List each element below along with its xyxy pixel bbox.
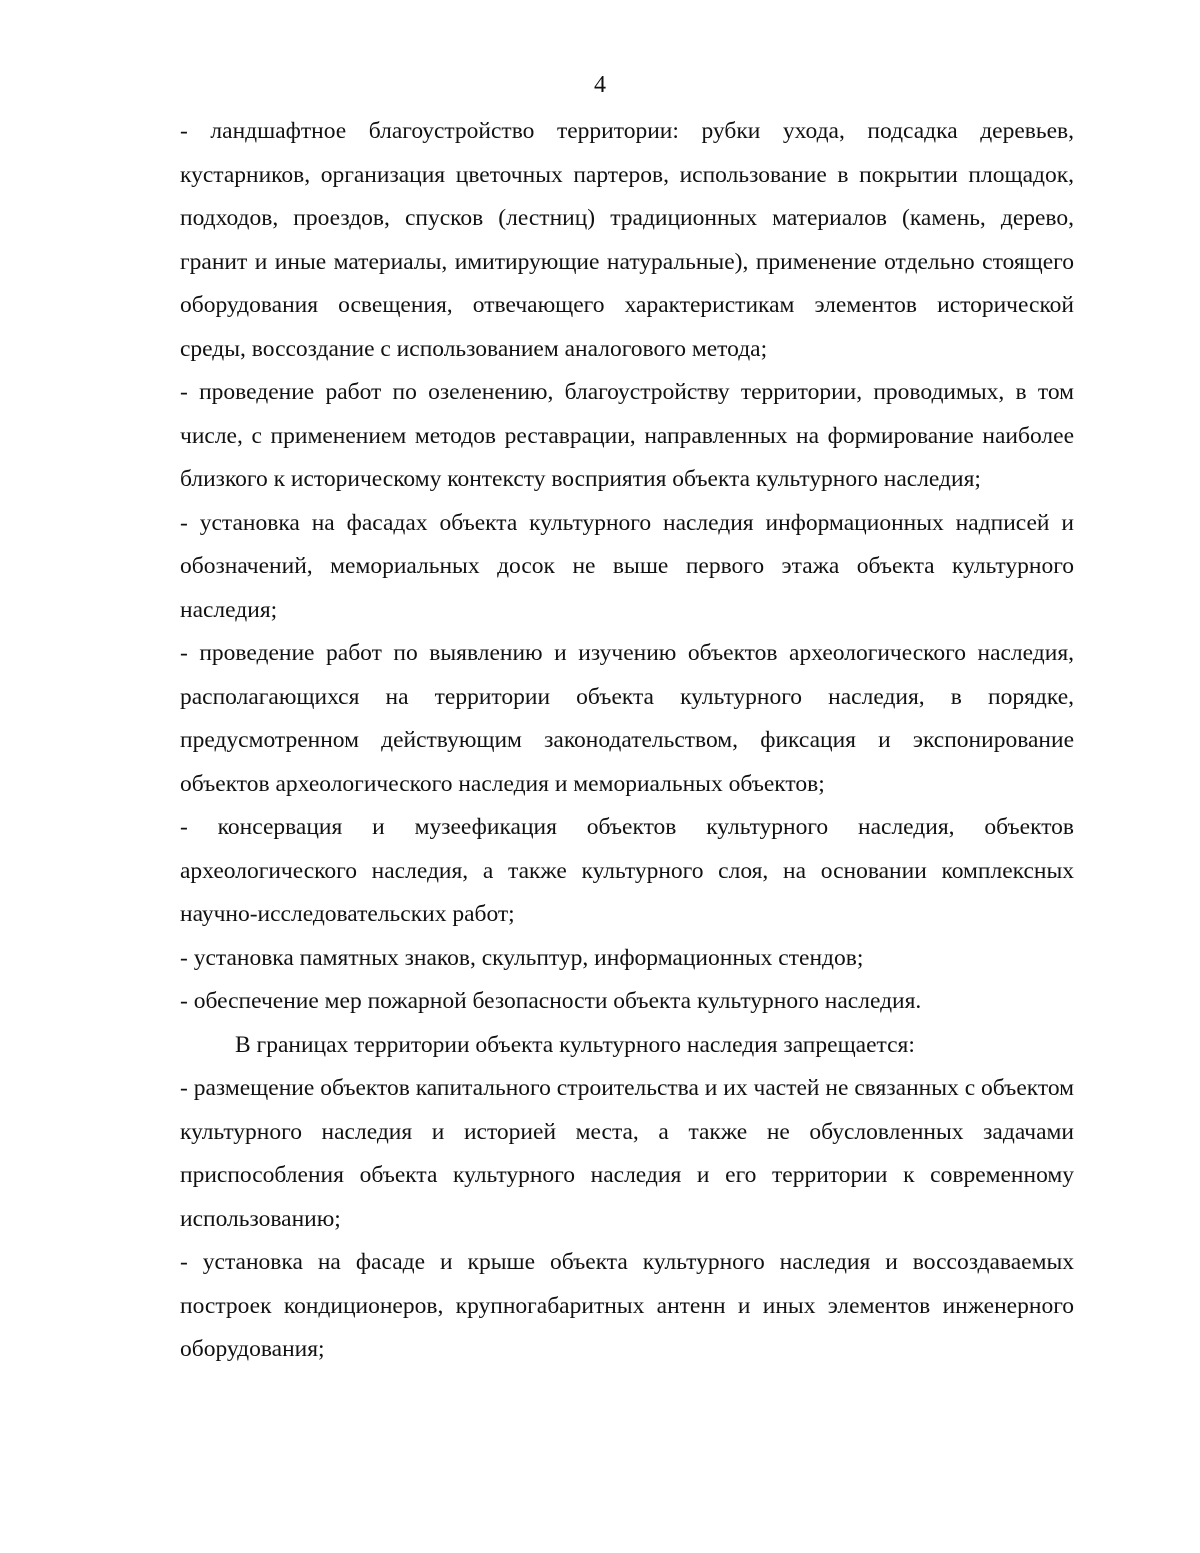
section-heading-prohibited: В границах территории объекта культурного наследия запрещается: — [235, 1031, 915, 1058]
list-item-facade-signs: - установка на фасадах объекта культурного наследия информационных надписей и обозначений, мемориальных досок не выше первого этажа объекта культурного наследия; — [180, 509, 1074, 623]
list-item-archaeology: - проведение работ по выявлению и изучению объектов археологического наследия, располагающихся на территории объекта культурного наследия, в порядке, предусмотренном действующим законодательством, фиксация и экспонирование объектов археологического наследия и мемориальных объектов; — [180, 640, 1074, 797]
list-item-greening: - проведение работ по озеленению, благоустройству территории, проводимых, в том числе, с применением методов реставрации, направленных на формирование наиболее близкого к историческому контексту восприятия объекта культурного наследия; — [180, 379, 1074, 492]
list-item-monuments: - установка памятных знаков, скульптур, информационных стендов; — [180, 944, 864, 971]
list-item-construction-ban: - размещение объектов капитального строительства и их частей не связанных с объектом культурного наследия и историей места, а также не обусловленных задачами приспособления объекта культурного наследия и его территории к современному использованию; — [180, 1075, 1074, 1232]
page-number: 4 — [594, 72, 606, 98]
list-item-conservation: - консервация и музеефикация объектов культурного наследия, объектов археологического наследия, а также культурного слоя, на основании комплексных научно-исследовательских работ; — [180, 814, 1074, 927]
list-item-landscaping: - ландшафтное благоустройство территории: рубки ухода, подсадка деревьев, кустарников, организация цветочных партеров, использование в покрытии площадок, подходов, проездов, спусков (лестниц) традиционных материалов (камень, дерево, гранит и иные материалы, имитирующие натуральные), применение отдельно стоящего оборудования освещения, отвечающего характеристикам элементов исторической среды, воссоздание с использованием аналогового метода; — [180, 118, 1074, 362]
document-body — [180, 110, 1074, 1372]
list-item-equipment-ban: - установка на фасаде и крыше объекта культурного наследия и воссоздаваемых построек кондиционеров, крупногабаритных антенн и иных элементов инженерного оборудования; — [180, 1249, 1074, 1362]
list-item-fire-safety: - обеспечение мер пожарной безопасности объекта культурного наследия. — [180, 988, 922, 1014]
